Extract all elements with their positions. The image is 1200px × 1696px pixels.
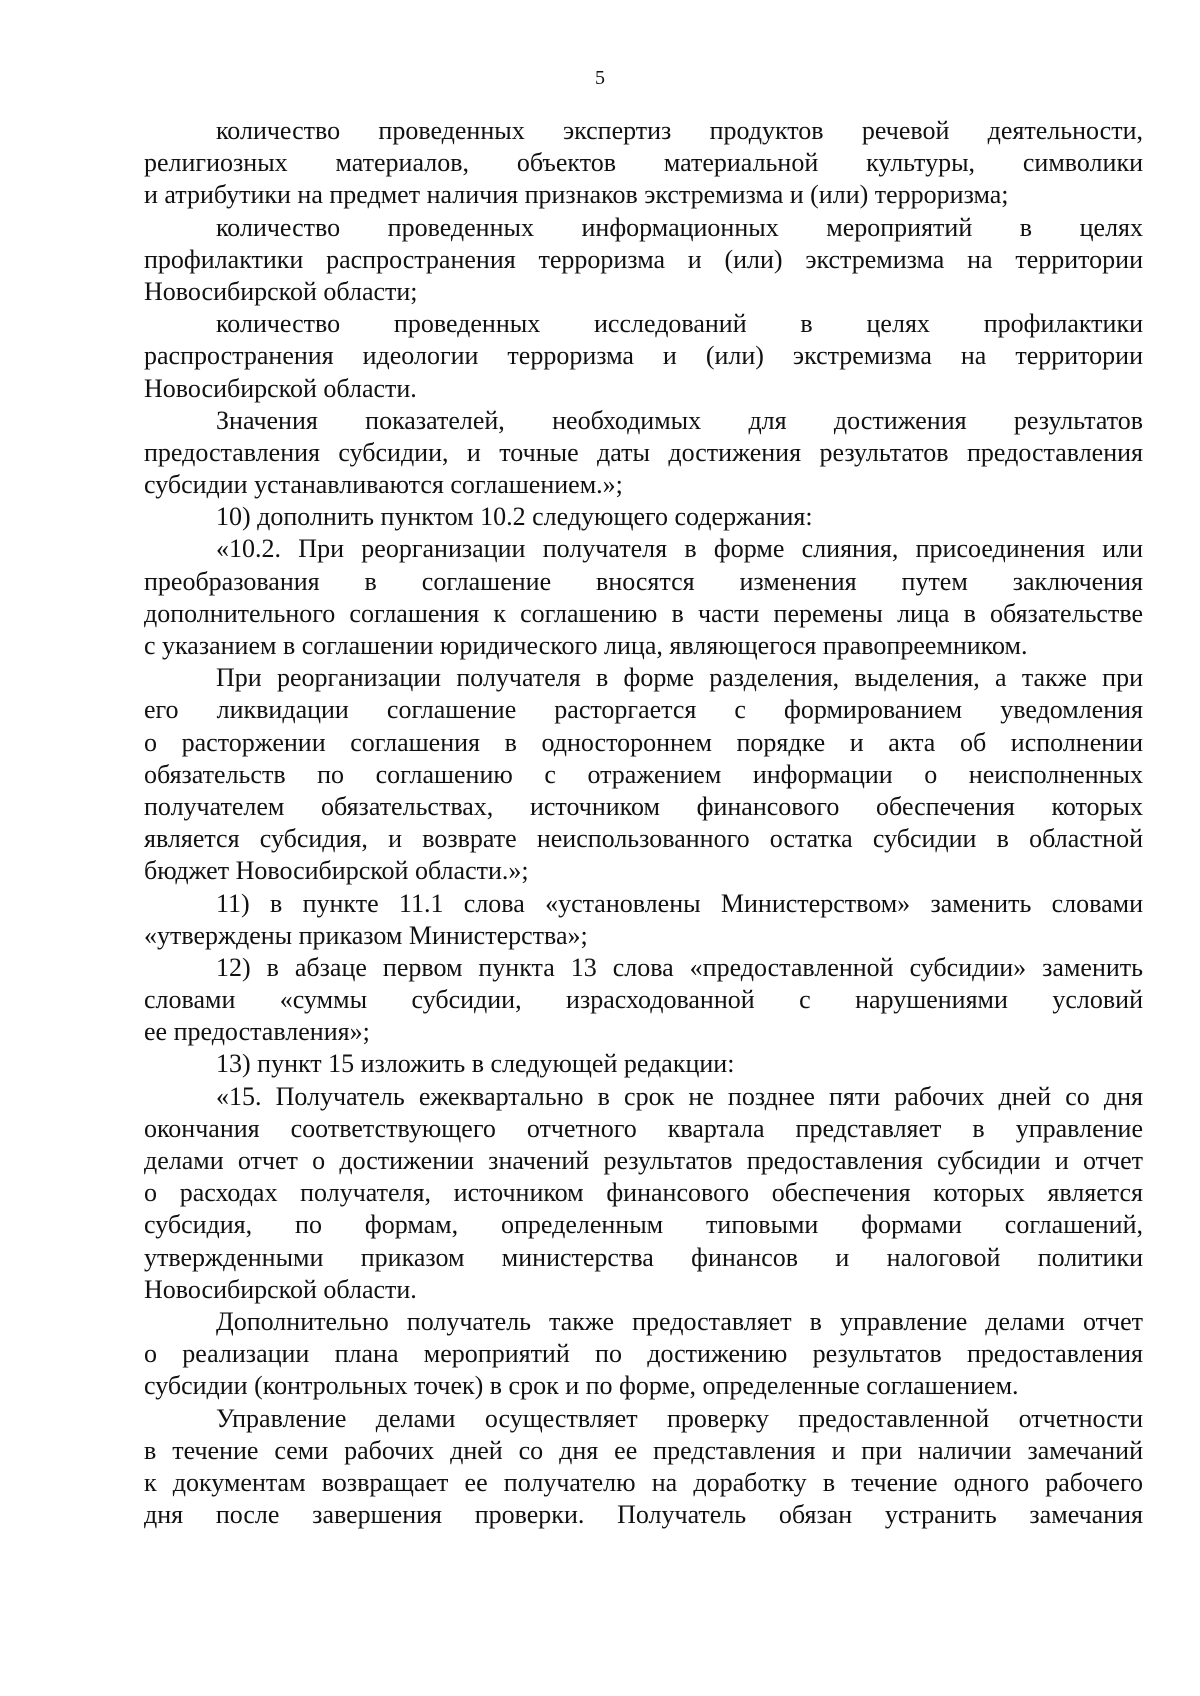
text-line: количество проведенных информационных мероприятий в целях: [216, 212, 1143, 242]
text-line: «10.2. При реорганизации получателя в форме слияния, присоединения или: [216, 534, 1143, 564]
text-line: Новосибирской области.: [144, 373, 417, 403]
text-line: 10) дополнить пунктом 10.2 следующего содержания:: [216, 502, 813, 532]
text-line: «утверждены приказом Министерства»;: [144, 920, 588, 950]
text-line: предоставления субсидии, и точные даты достижения результатов предоставления: [144, 437, 1143, 467]
text-line: его ликвидации соглашение расторгается с формированием уведомления: [144, 695, 1143, 725]
text-line: окончания соответствующего отчетного квартала представляет в управление: [144, 1113, 1143, 1143]
text-line: преобразования в соглашение вносятся изменения путем заключения: [144, 566, 1143, 596]
text-line: к документам возвращает ее получателю на доработку в течение одного рабочего: [144, 1467, 1143, 1497]
text-line: является субсидия, и возврате неиспользованного остатка субсидии в областной: [144, 824, 1143, 854]
text-line: религиозных материалов, объектов материальной культуры, символики: [144, 148, 1143, 178]
text-line: Управление делами осуществляет проверку предоставленной отчетности: [216, 1403, 1143, 1433]
text-line: профилактики распространения терроризма и (или) экстремизма на территории: [144, 244, 1143, 274]
text-line: При реорганизации получателя в форме разделения, выделения, а также при: [216, 663, 1143, 693]
text-line: Новосибирской области;: [144, 276, 418, 306]
text-line: субсидии (контрольных точек) в срок и по форме, определенные соглашением.: [144, 1371, 1019, 1401]
text-line: Дополнительно получатель также предоставляет в управление делами отчет: [216, 1306, 1143, 1336]
text-line: в течение семи рабочих дней со дня ее представления и при наличии замечаний: [144, 1435, 1143, 1465]
text-line: 12) в абзаце первом пункта 13 слова «предоставленной субсидии» заменить: [216, 952, 1143, 982]
text-line: Новосибирской области.: [144, 1274, 417, 1304]
text-line: 11) в пункте 11.1 слова «установлены Министерством» заменить словами: [216, 888, 1143, 918]
text-line: о расторжении соглашения в одностороннем порядке и акта об исполнении: [144, 727, 1143, 757]
text-line: количество проведенных экспертиз продуктов речевой деятельности,: [216, 116, 1143, 145]
page-number: 5: [595, 67, 605, 89]
text-line: о расходах получателя, источником финансового обеспечения которых является: [144, 1178, 1143, 1208]
text-line: о реализации плана мероприятий по достижению результатов предоставления: [144, 1339, 1143, 1369]
text-line: дополнительного соглашения к соглашению в части перемены лица в обязательстве: [144, 598, 1143, 628]
text-line: ее предоставления»;: [144, 1017, 370, 1047]
text-line: с указанием в соглашении юридического лица, являющегося правопреемником.: [144, 631, 1028, 660]
text-line: бюджет Новосибирской области.»;: [144, 856, 529, 886]
text-line: «15. Получатель ежеквартально в срок не позднее пяти рабочих дней со дня: [216, 1081, 1143, 1111]
text-line: утвержденными приказом министерства финансов и налоговой политики: [144, 1242, 1143, 1272]
document-body: [144, 115, 1143, 1531]
text-line: 13) пункт 15 изложить в следующей редакции:: [216, 1049, 735, 1079]
text-line: и атрибутики на предмет наличия признаков экстремизма и (или) терроризма;: [144, 180, 1009, 210]
text-line: Значения показателей, необходимых для достижения результатов: [216, 405, 1143, 435]
text-line: субсидия, по формам, определенным типовыми формами соглашений,: [144, 1210, 1143, 1240]
text-line: распространения идеологии терроризма и (или) экстремизма на территории: [144, 341, 1143, 371]
text-line: делами отчет о достижении значений результатов предоставления субсидии и отчет: [144, 1146, 1143, 1175]
text-line: словами «суммы субсидии, израсходованной с нарушениями условий: [144, 985, 1143, 1015]
text-line: количество проведенных исследований в целях профилактики: [216, 309, 1143, 339]
text-line: получателем обязательствах, источником финансового обеспечения которых: [144, 791, 1143, 821]
text-line: субсидии устанавливаются соглашением.»;: [144, 470, 623, 500]
text-line: обязательств по соглашению с отражением информации о неисполненных: [144, 759, 1143, 789]
text-line: дня после завершения проверки. Получатель обязан устранить замечания: [144, 1500, 1143, 1530]
